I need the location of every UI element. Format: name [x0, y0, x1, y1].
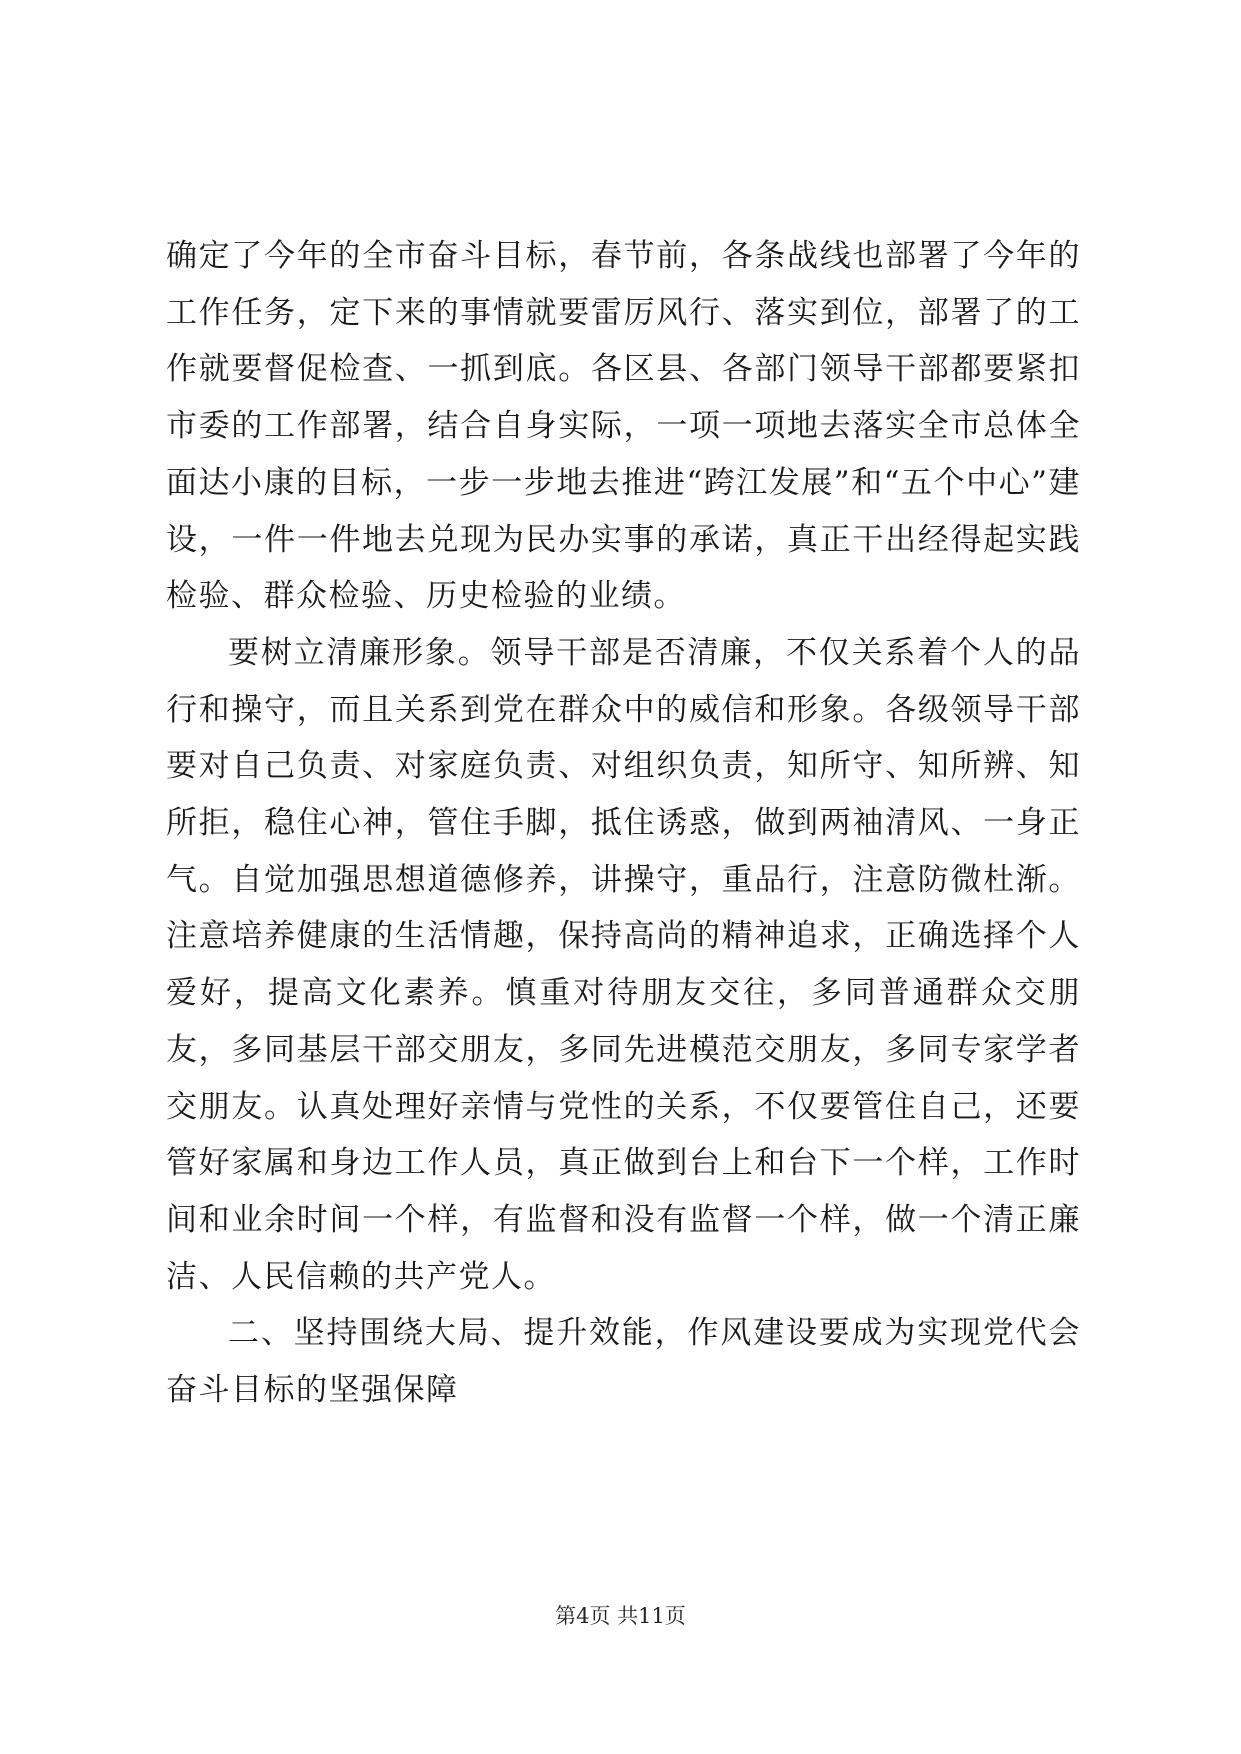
- section-heading: 二、坚持围绕大局、提升效能，作风建设要成为实现党代会奋斗目标的坚强保障: [166, 1315, 1081, 1409]
- page-number-footer: 第4页 共11页: [555, 1604, 686, 1628]
- document-body: [166, 228, 1081, 1419]
- paragraph-2: 要树立清廉形象。领导干部是否清廉，不仅关系着个人的品行和操守，而且关系到党在群众中的威信和形象。各级领导干部要对自己负责、对家庭负责、对组织负责，知所守、知所辨、知所拒，稳住心神，管住手脚，抵住诱惑，做到两袖清风、一身正气。自觉加强思想道德修养，讲操守，重品行，注意防微杜渐。注意培养健康的生活情趣，保持高尚的精神追求，正确选择个人爱好，提高文化素养。慎重对待朋友交往，多同普通群众交朋友，多同基层干部交朋友，多同先进模范交朋友，多同专家学者交朋友。认真处理好亲情与党性的关系，不仅要管住自己，还要管好家属和身边工作人员，真正做到台上和台下一个样，工作时间和业余时间一个样，有监督和没有监督一个样，做一个清正廉洁、人民信赖的共产党人。: [166, 634, 1081, 1295]
- paragraph-1: 确定了今年的全市奋斗目标，春节前，各条战线也部署了今年的工作任务，定下来的事情就要雷厉风行、落实到位，部署了的工作就要督促检查、一抓到底。各区县、各部门领导干部都要紧扣市委的工作部署，结合自身实际，一项一项地去落实全市总体全面达小康的目标，一步一步地去推进“跨江发展”和“五个中心”建设，一件一件地去兑现为民办实事的承诺，真正干出经得起实践检验、群众检验、历史检验的业绩。: [166, 238, 1081, 615]
